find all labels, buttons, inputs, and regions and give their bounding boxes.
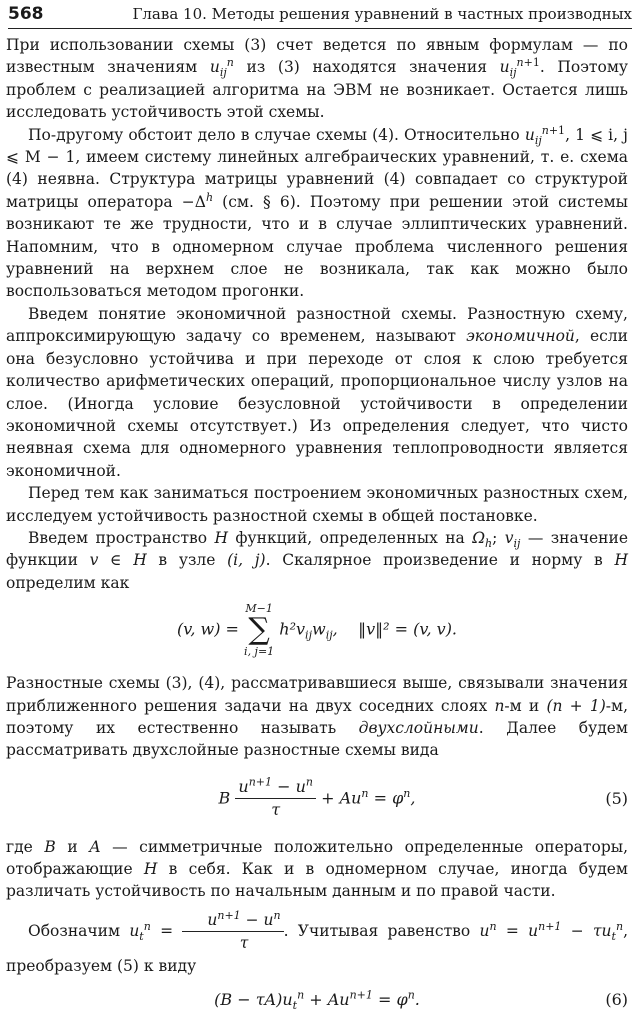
fraction-5: $\frac{u^{n+1} - u^n}{\tau}$ xyxy=(235,776,316,822)
equation-5-label: (5) xyxy=(605,788,628,808)
paragraph-5: Введем пространство H функций, определенных на $\Omega_h$; $v_{ij}$ — значение функции v ∈ H в узле (i, j). Скалярное произведение и норму в H определим как xyxy=(6,528,628,592)
paragraph-2: По-другому обстоит дело в случае схемы (4). Относительно $u_{ij}^{n+1}$, 1 ⩽ i, j ⩽ M − 1, имеем систему линейных алгебраических уравнений, т. е. схема (4) неявна. Структура матрицы уравнений (4) совпадает со структурой матрицы оператора $-\Delta^h$ (см. § 6). Поэтому при решении этой системы возникают те же трудности, что и в случае эллиптических уравнений. Напомним, что в одномерном случае проблема численного решения уравнений на верхнем слое не возникала, так как можно было воспользоваться методом прогонки. xyxy=(6,123,628,301)
page-number: 568 xyxy=(8,4,44,24)
laplace-operator: −Δ xyxy=(181,192,206,211)
sum-symbol: M−1 ∑ i, j=1 xyxy=(244,602,275,659)
equation-inner-product: (v, w) = M−1 ∑ i, j=1 $h^2v_{ij}w_{ij}$, ‖v‖² = (v, v). xyxy=(176,602,458,659)
index-range: 1 ⩽ i, j ⩽ M − 1 xyxy=(6,125,628,167)
equation-5: B $\frac{u^{n+1} - u^n}{\tau}$ + $Au^n = \varphi^n$, (5) xyxy=(6,776,628,822)
paragraph-7: где B и A — симметричные положительно определенные операторы, отображающие H в себя. Как и в одномерном случае, иногда будем различать устойчивость по начальным данным и по правой части. xyxy=(6,837,629,901)
equation-6-label: (6) xyxy=(605,990,628,1010)
running-head: Глава 10. Методы решения уравнений в частных производных xyxy=(132,5,632,23)
paragraph-6: Разностные схемы (3), (4), рассматривавшиеся выше, связывали значения приближенного решения задачи на двух соседних слоях n-м и (n + 1)-м, поэтому их естественно называть двухслойными. Далее будем рассматривать двухслойные разностные схемы вида xyxy=(6,674,629,760)
term-two-layer: двухслойными xyxy=(358,718,479,737)
page-header xyxy=(8,2,632,29)
paragraph-3: Введем понятие экономичной разностной схемы. Разностную схему, аппроксимирующую задачу со временем, называют экономичной, если она безусловно устойчива и при переходе от слоя к слою требуется количество арифметических операций, пропорциональное числу узлов на слое. (Иногда условие безусловной устойчивости в определении экономичной схемы отсутствует.) Из определения следует, что чисто неявная схема для одномерного уравнения теплопроводности является экономичной. xyxy=(6,304,628,480)
term-economical: экономичной xyxy=(466,327,575,346)
paragraph-4: Перед тем как заниматься построением экономичных разностных схем, исследуем устойчивость разностной схемы в общей постановке. xyxy=(6,484,628,525)
paragraph-8: Обозначим $u_t^n$ = $\frac{u^{n+1} - u^n}{\tau}$ . Учитывая равенство $u^n = u^{n+1} - \tau u_t^n$, преобразуем (5) к виду xyxy=(6,908,628,975)
body-text xyxy=(6,34,628,1011)
paragraph-1: При использовании схемы (3) счет ведется по явным формулам — по известным значениям $u_{ij}^n$ из (3) находятся значения $u_{ij}^{n+1}$. Поэтому проблем с реализацией алгоритма на ЭВМ не возникает. Остается лишь исследовать устойчивость этой схемы. xyxy=(6,36,629,122)
equation-6: $(B - \tau A)u_t^n + Au^{n+1} = \varphi^n$. (6) xyxy=(214,988,628,1012)
